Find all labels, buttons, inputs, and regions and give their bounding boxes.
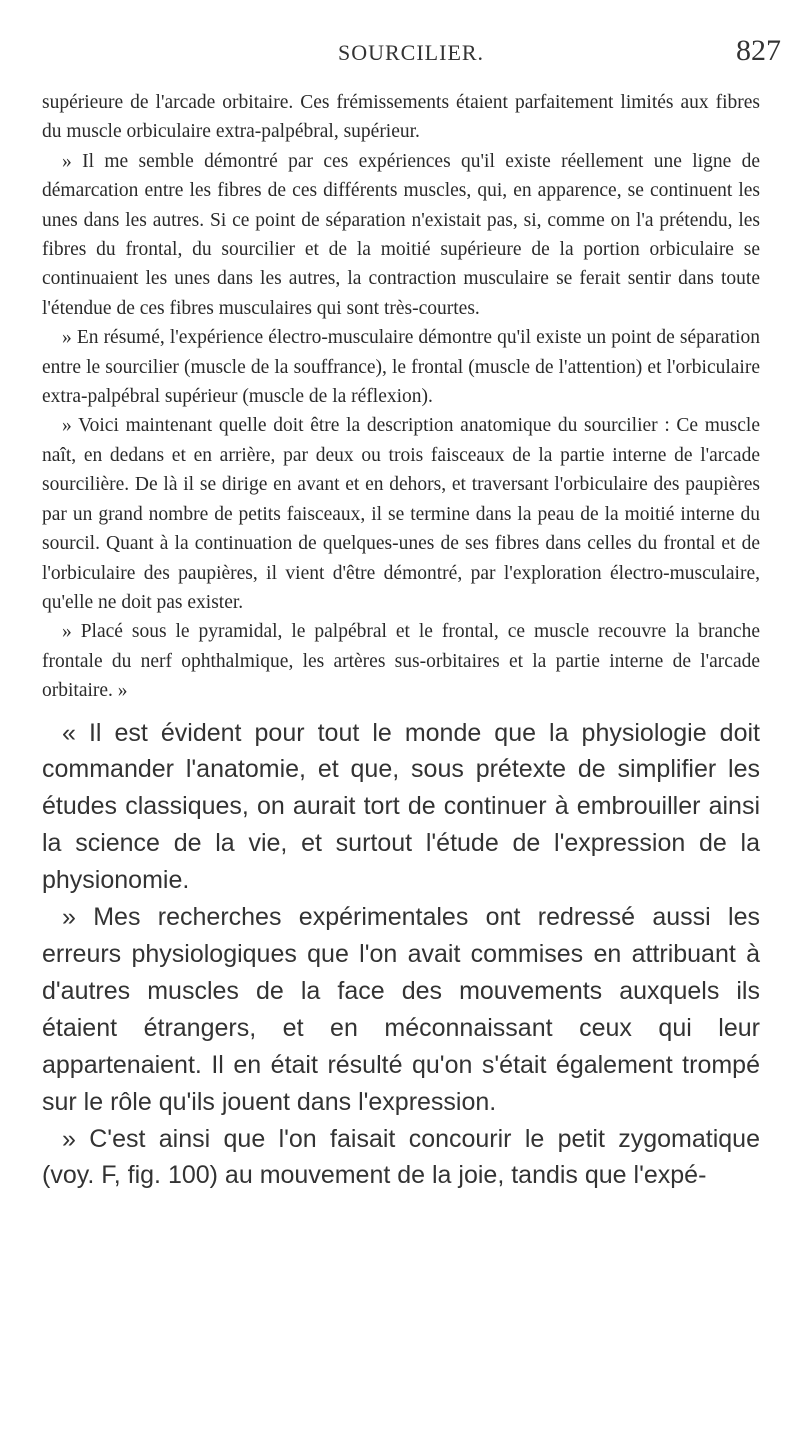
running-header (0, 30, 800, 70)
paragraph: « Il est évident pour tout le monde que la physiologie doit commander l'anatomie, et que, sous prétexte de simplifier les études classiques, on aurait tort de continuer à embrouiller ainsi la science de la vie, et surtout l'étude de l'expression de la physionomie. (42, 718, 760, 895)
paragraph: » En résumé, l'expérience électro-musculaire démontre qu'il existe un point de séparation entre le sourcilier (muscle de la souffrance), le frontal (muscle de l'attention) et l'orbiculaire extra-palpébral supérieur (muscle de la réflexion). (42, 327, 760, 408)
page-number: 827 (736, 34, 781, 67)
paragraph: » Il me semble démontré par ces expériences qu'il existe réellement une ligne de démarcation entre les fibres de ces différents muscles, qui, en apparence, se continuent les unes dans les autres. Si ce point de séparation n'existait pas, si, comme on l'a prétendu, les fibres du frontal, du sourcilier et de la moitié supérieure de la portion orbiculaire se continuaient les unes dans les autres, la contraction musculaire se ferait sentir dans toute l'étendue de ces fibres musculaires qui sont très-courtes. (42, 150, 760, 319)
paragraph: » Mes recherches expérimentales ont redressé aussi les erreurs physiologiques que l'on avait commises en attribuant à d'autres muscles de la face des mouvements auxquels ils étaient étrangers, et en méconnaissant ceux qui leur appartenaient. Il en était résulté qu'on s'était également trompé sur le rôle qu'ils jouent dans l'expression. (42, 903, 760, 1116)
main-passage (42, 715, 760, 1195)
body-text (42, 88, 760, 1194)
paragraph: supérieure de l'arcade orbitaire. Ces frémissements étaient parfaitement limités aux fibres du muscle orbiculaire extra-palpébral, supérieur. (42, 92, 760, 143)
paragraph: » C'est ainsi que l'on faisait concourir le petit zygomatique (voy. F, fig. 100) au mouvement de la joie, tandis que l'expé- (42, 1124, 760, 1190)
paragraph: » Placé sous le pyramidal, le palpébral et le frontal, ce muscle recouvre la branche frontale du nerf ophthalmique, les artères sus-orbitaires et la partie interne de l'arcade orbitaire. » (42, 621, 760, 702)
running-title: SOURCILIER. (338, 40, 485, 65)
paragraph: » Voici maintenant quelle doit être la description anatomique du sourcilier : Ce muscle naît, en dedans et en arrière, par deux ou trois faisceaux de la partie interne de l'arcade sourcilière. De là il se dirige en avant et en dehors, et traversant l'orbiculaire des paupières par un grand nombre de petits faisceaux, il se termine dans la peau de la moitié interne du sourcil. Quant à la continuation de quelques-unes de ses fibres dans celles du frontal et de l'orbiculaire des paupières, il vient d'être démontré, par l'exploration électro-musculaire, qu'elle ne doit pas exister. (42, 415, 760, 613)
quoted-passage (42, 88, 760, 706)
